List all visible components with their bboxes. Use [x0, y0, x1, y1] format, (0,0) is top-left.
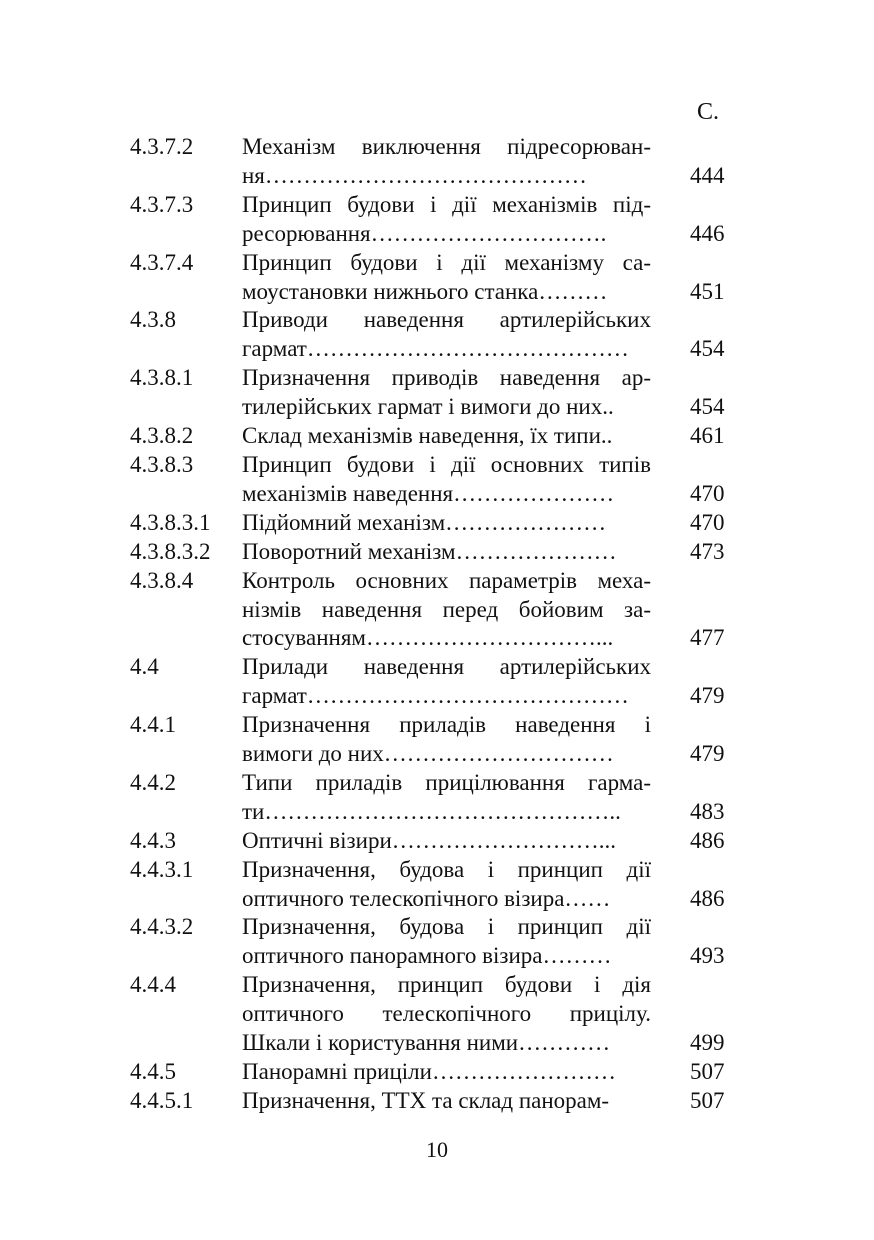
toc-entry-title-line: механізмів наведення………………… — [242, 480, 615, 506]
toc-entry-page: 493 — [690, 943, 725, 969]
toc-entry — [0, 913, 874, 971]
toc-entry-number: 4.3.7.3 — [130, 191, 194, 217]
toc-entry-title — [242, 913, 651, 971]
toc-entry-title-line: Механізм виключення підресорюван- — [242, 134, 651, 159]
toc-entry-number: 4.3.7.4 — [130, 249, 194, 275]
toc-entry-title-line: нізмів наведення перед бойовим за- — [242, 596, 651, 622]
toc-entry — [0, 1058, 874, 1087]
toc-entry-title-line: Поворотний механізм………………… — [242, 538, 617, 564]
toc-entry-page: 470 — [690, 509, 725, 535]
toc-entry-number: 4.3.8.3 — [130, 451, 194, 477]
toc-entry-page: 479 — [690, 683, 725, 709]
toc-entry — [0, 306, 874, 364]
toc-entry-title-line: Призначення, принцип будови і дія — [242, 972, 651, 998]
toc-entry-number: 4.3.8 — [130, 307, 176, 333]
toc-entry — [0, 509, 874, 538]
toc-entry-title — [242, 567, 651, 654]
toc-entry-page: 473 — [690, 538, 725, 564]
toc-entry — [0, 191, 874, 249]
toc-entry-title-line: моустановки нижнього станка……… — [242, 278, 608, 304]
toc-entry-title-line: Прилади наведення артилерійських — [242, 654, 651, 680]
toc-entry-title-line: Принцип будови і дії механізму са- — [242, 249, 651, 275]
toc-entry-page: 470 — [690, 480, 725, 506]
toc-entry-title-line: Принцип будови і дії основних типів — [242, 451, 651, 477]
toc-entry-number: 4.4 — [130, 654, 159, 680]
toc-entry-page: 486 — [690, 885, 725, 911]
toc-entry-title-line: оптичного телескопічного прицілу. — [242, 1001, 651, 1027]
toc-entry-title-line: гармат…………………………………… — [242, 683, 629, 709]
toc-entry-title — [242, 711, 651, 769]
page-column-label: С. — [697, 99, 720, 125]
toc-entry-title-line: Призначення, ТТХ та склад панорам- — [242, 1087, 610, 1113]
toc-entry-title — [242, 769, 651, 827]
toc-entry-title — [242, 422, 651, 451]
toc-entry — [0, 422, 874, 451]
toc-entry-number: 4.4.3.2 — [130, 914, 194, 940]
page-number: 10 — [426, 1137, 448, 1162]
toc-entry-title-line: Призначення, будова і принцип дії — [242, 914, 651, 940]
toc-entry — [0, 451, 874, 509]
toc-entry-page: 461 — [690, 423, 725, 449]
toc-entry-number: 4.3.8.3.1 — [130, 509, 211, 535]
toc-entry-title — [242, 653, 651, 711]
toc-entry-page: 444 — [690, 162, 725, 188]
toc-entry-page: 454 — [690, 336, 725, 362]
toc-entry-title-line: Склад механізмів наведення, їх типи.. — [242, 423, 613, 449]
toc-entry-title — [242, 856, 651, 914]
toc-entry-title — [242, 1058, 651, 1087]
toc-entry — [0, 249, 874, 307]
toc-entry-number: 4.4.4 — [130, 972, 176, 998]
toc-entry-title — [242, 364, 651, 422]
toc-entry-title-line: Оптичні візири………………………... — [242, 827, 616, 853]
toc-entry-title-line: оптичного панорамного візира……… — [242, 943, 612, 969]
toc-entry — [0, 1087, 874, 1116]
toc-entry-title — [242, 249, 651, 307]
toc-entry — [0, 971, 874, 1058]
toc-entry-title-line: стосуванням…………………………... — [242, 625, 614, 651]
toc-entry — [0, 711, 874, 769]
toc-entry — [0, 567, 874, 654]
toc-entry-number: 4.4.1 — [130, 712, 176, 738]
toc-entry — [0, 769, 874, 827]
toc-entry-number: 4.3.8.3.2 — [130, 538, 211, 564]
toc-entry-title-line: оптичного телескопічного візира…… — [242, 885, 611, 911]
toc-entry-title-line: гармат…………………………………… — [242, 336, 629, 362]
toc-entry-page: 507 — [690, 1087, 725, 1113]
toc-entry-title-line: Принцип будови і дії механізмів під- — [242, 191, 651, 217]
toc-entry-title-line: ресорювання…………………………. — [242, 220, 607, 246]
toc-entry-page: 483 — [690, 798, 725, 824]
toc-entry-page: 486 — [690, 827, 725, 853]
toc-entry-title — [242, 827, 651, 856]
toc-entry — [0, 856, 874, 914]
toc-entry-page: 451 — [690, 278, 725, 304]
toc-entry-title-line: Приводи наведення артилерійських — [242, 307, 651, 333]
toc-entry-title-line: Призначення, будова і принцип дії — [242, 856, 651, 882]
toc-entry-title-line: вимоги до них………………………… — [242, 741, 614, 767]
toc-entry-title-line: Призначення приладів наведення і — [242, 712, 651, 738]
toc-entry — [0, 538, 874, 567]
toc-entry-number: 4.3.8.4 — [130, 567, 194, 593]
toc-entry-title — [242, 306, 651, 364]
toc-entry-title-line: ня…………………………………… — [242, 162, 587, 188]
toc-entry-number: 4.3.7.2 — [130, 134, 194, 159]
toc-entry-title — [242, 451, 651, 509]
toc-entry-page: 446 — [690, 220, 725, 246]
toc-entry-number: 4.4.2 — [130, 769, 176, 795]
toc-entry-page: 499 — [690, 1030, 725, 1056]
toc-entry-title-line: Контроль основних параметрів меха- — [242, 567, 651, 593]
toc-entry-number: 4.3.8.2 — [130, 423, 194, 449]
toc-entry-title-line: Типи приладів прицілювання гарма- — [242, 769, 651, 795]
toc-entry-title-line: Призначення приводів наведення ар- — [242, 365, 651, 391]
toc-entry-number: 4.3.8.1 — [130, 365, 194, 391]
toc-entry-title — [242, 133, 651, 191]
toc-entry-number: 4.4.5.1 — [130, 1087, 194, 1113]
toc-entry-number: 4.4.3.1 — [130, 856, 194, 882]
toc-entry-number: 4.4.3 — [130, 827, 176, 853]
toc-entry-title-line: ти……………………………………….. — [242, 798, 621, 824]
toc-entry-page: 507 — [690, 1059, 725, 1084]
toc-entry-page: 479 — [690, 741, 725, 767]
toc-entry-title-line: Шкали і користування ними………… — [242, 1030, 611, 1056]
table-of-contents — [0, 133, 874, 1116]
toc-entry-page: 454 — [690, 394, 725, 420]
toc-entry-title-line: тилерійських гармат і вимоги до них.. — [242, 394, 614, 420]
toc-entry-title — [242, 1087, 651, 1116]
toc-entry — [0, 827, 874, 856]
toc-entry-title-line: Панорамні приціли…………………… — [242, 1059, 616, 1084]
toc-entry-title — [242, 191, 651, 249]
toc-entry-title — [242, 538, 651, 567]
toc-entry-title-line: Підйомний механізм………………… — [242, 509, 607, 535]
toc-entry-title — [242, 509, 651, 538]
toc-entry-title — [242, 971, 651, 1058]
toc-entry — [0, 653, 874, 711]
toc-entry — [0, 364, 874, 422]
toc-entry-number: 4.4.5 — [130, 1059, 176, 1084]
toc-entry — [0, 133, 874, 191]
toc-entry-page: 477 — [690, 625, 725, 651]
